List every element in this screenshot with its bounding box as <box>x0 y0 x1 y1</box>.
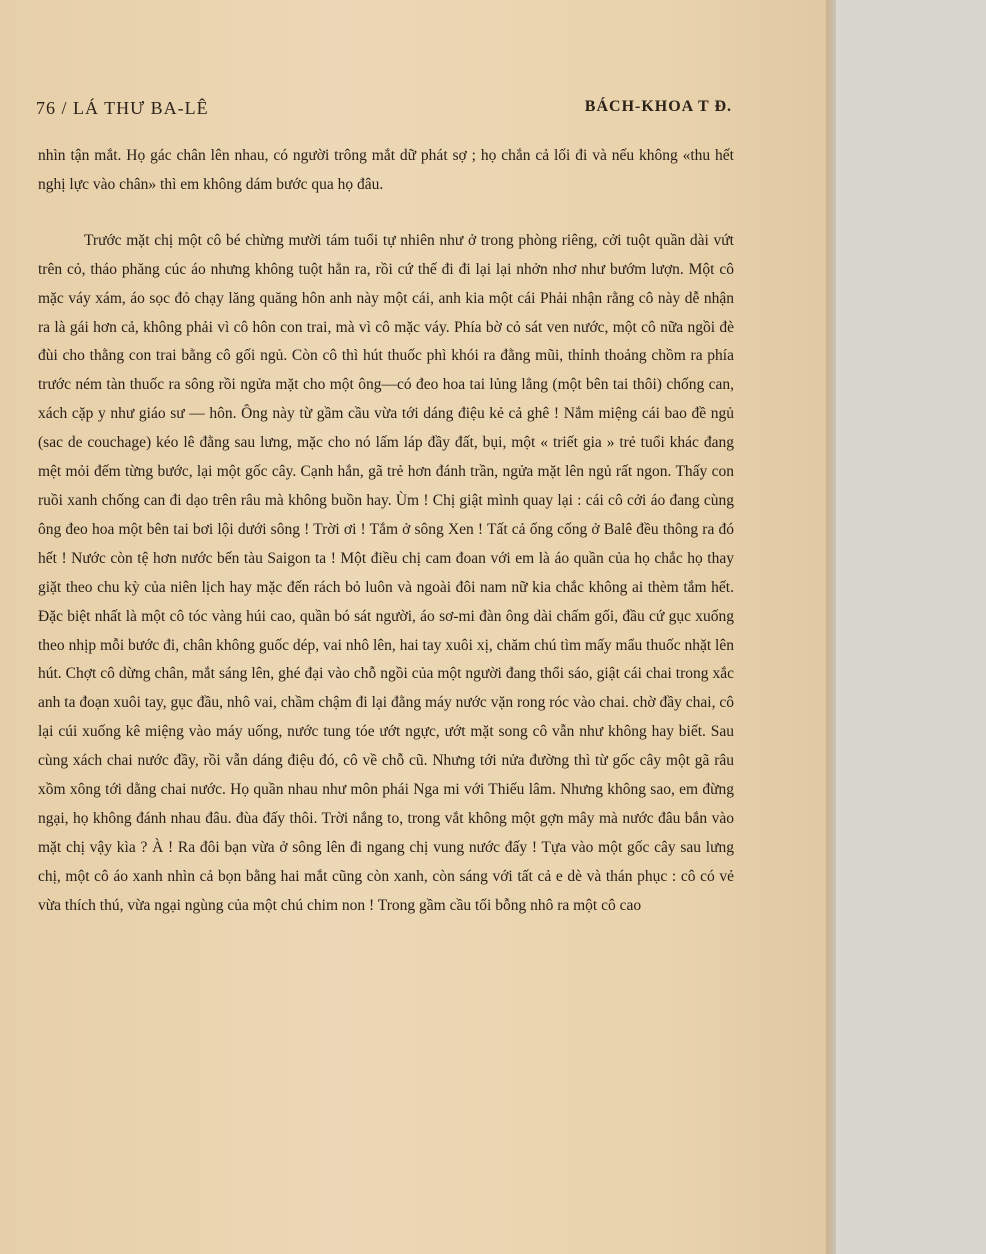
page-edge <box>826 0 836 1254</box>
paragraph: Trước mặt chị một cô bé chừng mười tám tuổi tự nhiên như ở trong phòng riêng, cởi tuột quần dài vứt trên cỏ, tháo phăng cúc áo nhưng không tuột hẳn ra, rồi cứ thế đi đi lại lại nhởn nhơ như bướm lượn. Một cô mặc váy xám, áo sọc đỏ chạy lăng quăng hôn anh này một cái, anh kia một cái Phải nhận rằng cô này dễ nhận ra là gái hơn cả, không phải vì cô hôn con trai, mà vì cô mặc váy. Phía bờ cỏ sát ven nước, một cô nữa ngồi đè đùi cho thằng con trai bằng cô gối ngủ. Còn cô thì hút thuốc phì khói ra đằng mũi, thỉnh thoảng chồm ra phía trước ném tàn thuốc ra sông rồi ngửa mặt cho một ông—có đeo hoa tai lủng lẳng (một bên tai thôi) chống can, xách cặp y như giáo sư — hôn. Ông này từ gầm cầu vừa tới dáng điệu kẻ cả ghê ! Nắm miệng cái bao đề ngủ (sac de couchage) kéo lê đằng sau lưng, mặc cho nó lấm láp đầy đất, bụi, một « triết gia » trẻ tuổi khác đang mệt mỏi đếm từng bước, lại một gốc cây. Cạnh hắn, gã trẻ hơn đánh trần, ngửa mặt lên ngủ rất ngon. Thấy con ruồi xanh chống can đi dạo trên râu mà không buồn hay. Ùm ! Chị giật mình quay lại : cái cô cởi áo đang cùng ông đeo hoa một bên tai bơi lội dưới sông ! Trời ơi ! Tắm ở sông Xen ! Tất cả ống cống ở Balê đều thông ra đó hết ! Nước còn tệ hơn nước bến tàu Saigon ta ! Một điều chị cam đoan với em là áo quần của họ chắc họ thay giặt theo chu kỳ của niên lịch hay mặc đến rách bỏ luôn và ngoài đôi nam nữ kia chắc không ai thèm tắm hết. Đặc biệt nhất là một cô tóc vàng húi cao, quần bó sát người, áo sơ-mi đàn ông dài chấm gối, đầu cứ gục xuống theo nhịp mỗi bước đi, chân không guốc dép, vai nhô lên, hai tay xuôi xị, chăm chú tìm mấy mẩu thuốc nhặt lên hút. Chợt cô dừng chân, mắt sáng lên, ghé đại vào chỗ ngồi của một người đang thổi sáo, giật cái chai trong xắc anh ta đoạn xuôi tay, gục đầu, nhô vai, chầm chậm đi lại đằng máy nước vặn rong róc vào chai. chờ đầy chai, cô lại cúi xuống kê miệng vào máy uống, nước tung tóe ướt ngực, ướt mặt song cô vẫn như không hay biết. Sau cùng xách chai nước đầy, rồi vẫn dáng điệu đó, cô về chỗ cũ. Nhưng tới nửa đường thì từ gốc cây một gã râu xồm xông tới dằng chai nước. Họ quần nhau như môn phái Nga mi với Thiếu lâm. Nhưng không sao, em đừng ngại, họ không đánh nhau đâu. đùa đấy thôi. Trời nắng to, trong vắt không một gợn mây mà nước đâu bắn vào mặt chị vậy kìa ? À ! Ra đôi bạn vừa ở sông lên đi ngang chị vung nước đấy ! Tựa vào một gốc cây sau lưng chị, một cô áo xanh nhìn cả bọn bằng hai mắt cũng còn xanh, còn sáng với tất cả e dè và thán phục : cô có vẻ vừa thích thú, vừa ngại ngùng của một chú chim non ! Trong gầm cầu tối bỗng nhô ra một cô cao <box>38 231 734 914</box>
page-header <box>36 98 732 128</box>
paragraph: nhìn tận mắt. Họ gác chân lên nhau, có người trông mắt dữ phát sợ ; họ chắn cả lối đi và nếu không «thu hết nghị lực vào chân» thì em không dám bước qua họ đâu. <box>38 147 734 193</box>
journal-name: BÁCH-KHOA T Đ. <box>584 98 732 115</box>
body-text <box>38 142 734 921</box>
running-title: 76 / LÁ THƯ BA-LÊ <box>36 98 209 118</box>
